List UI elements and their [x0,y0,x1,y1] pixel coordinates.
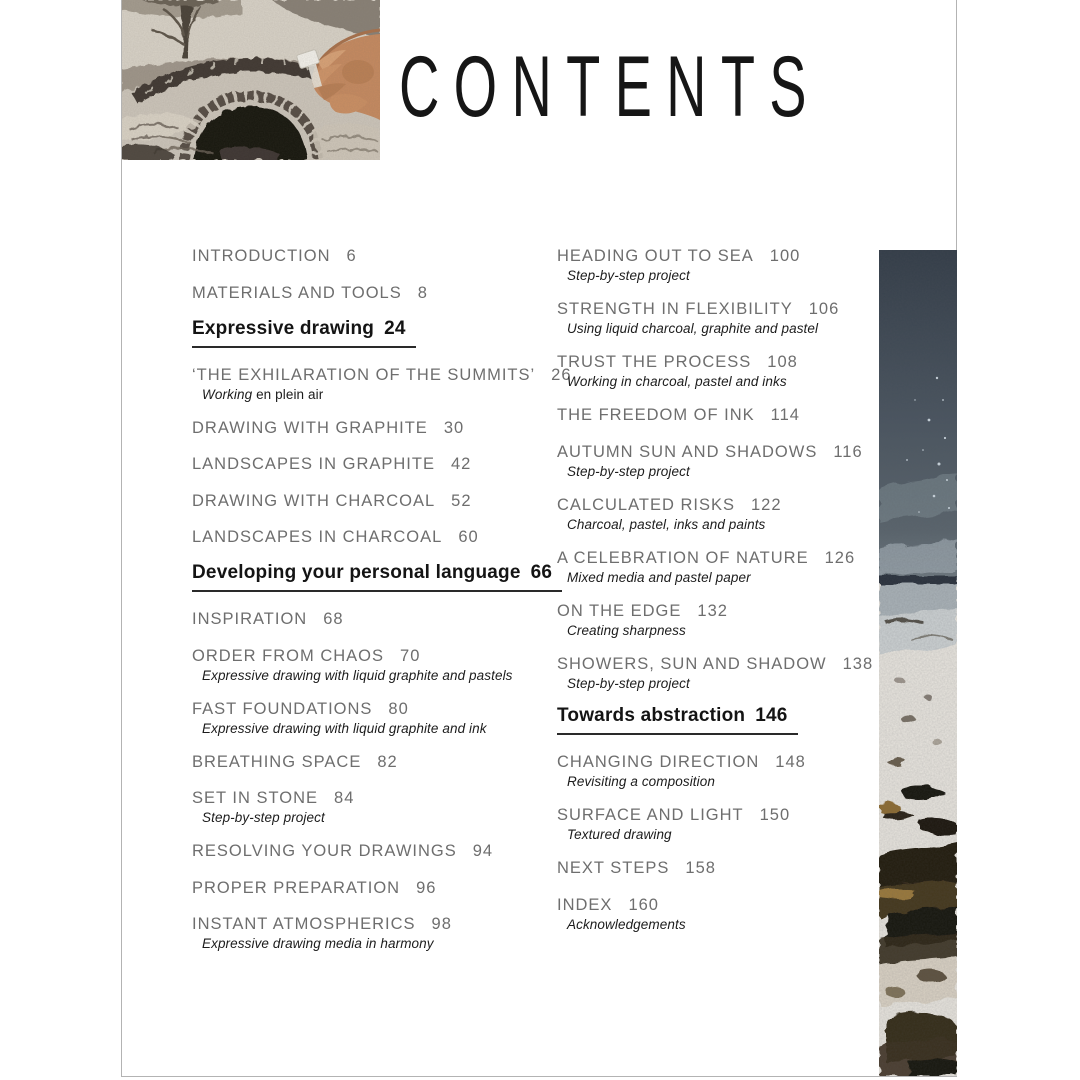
toc-page-number: 94 [472,842,494,860]
toc-entry-title: Expressive drawing [192,317,375,339]
toc-entry-title: CALCULATED RISKS [557,495,735,514]
toc-entry-subtitle: Step-by-step project [567,268,690,283]
toc-entry-subtitle: Mixed media and pastel paper [567,569,751,585]
toc-entry [557,752,887,790]
toc-entry [192,527,557,547]
toc-entry-title: RESOLVING YOUR DRAWINGS [192,842,457,860]
toc-entry-line [192,246,557,266]
toc-entry-line [557,246,887,266]
toc-entry-line [192,561,562,592]
toc-entry [557,442,887,480]
toc-page-number: 108 [767,353,798,371]
toc-page-number: 114 [770,406,800,424]
toc-entry [192,788,557,826]
toc-entry-title: INSTANT ATMOSPHERICS [192,915,416,933]
toc-entry-line [557,405,887,425]
toc-entry-title: BREATHING SPACE [192,752,362,771]
toc-entry-line [192,646,557,666]
toc-entry-subtitle: Expressive drawing with liquid graphite and pastels [202,667,513,683]
toc-entry-subtitle: Step-by-step project [202,810,325,825]
toc-page-number: 160 [628,895,659,914]
toc-entry-line [557,442,887,462]
toc-entry-line [557,858,887,878]
toc-entry-line [557,895,887,915]
toc-entry-title: FAST FOUNDATIONS [192,699,373,718]
toc-entry-subtitle: Working in charcoal, pastel and inks [567,374,787,389]
toc-page-number: 148 [775,753,806,771]
toc-entry-line [557,752,887,772]
toc-entry-title: INTRODUCTION [192,247,331,265]
toc-entry-title: AUTUMN SUN AND SHADOWS [557,442,818,461]
toc-page-number: 8 [417,283,428,302]
toc-page-number: 116 [833,442,863,461]
toc-page-number: 122 [751,495,782,514]
toc-entry [192,878,557,898]
toc-entry-title: SURFACE AND LIGHT [557,806,744,824]
toc-column-right [557,246,887,967]
toc-page-number: 82 [377,752,398,771]
toc-page-number: 68 [323,610,344,628]
toc-entry-line [557,654,887,674]
toc-page-number: 6 [346,247,357,265]
toc-entry-subtitle: Using liquid charcoal, graphite and pastel [567,321,819,336]
toc-entry-title: ON THE EDGE [557,601,682,620]
toc-entry [192,646,557,684]
toc-page-number: 66 [530,562,553,583]
toc-page-number: 158 [685,859,716,877]
toc-entry-line [557,299,887,319]
toc-page-number: 96 [416,878,437,897]
seascape-strip-image [879,250,957,1076]
toc-entry-title: DRAWING WITH CHARCOAL [192,491,436,510]
toc-page-number: 132 [697,601,728,620]
toc-entry [557,548,887,586]
toc-entry-title: DRAWING WITH GRAPHITE [192,418,428,437]
toc-entry-title: ORDER FROM CHAOS [192,646,385,665]
toc-page-number: 98 [431,915,452,933]
toc-page-number: 70 [400,646,421,665]
toc-entry-title: A CELEBRATION OF NATURE [557,548,809,567]
toc-entry-title: TRUST THE PROCESS [557,353,752,371]
page-edge-bottom [121,1076,957,1077]
toc-entry-line [192,609,557,629]
toc-page-number: 84 [334,789,355,807]
toc-entry-title: CHANGING DIRECTION [557,753,760,771]
toc-section-heading [192,317,557,348]
toc-entry-line [192,527,557,547]
toc-entry-title: Developing your personal language [192,562,521,583]
toc-entry [192,454,557,474]
toc-entry [192,841,557,861]
toc-entry-line [192,491,557,511]
toc-entry-subtitle: Revisiting a composition [567,774,715,789]
toc-entry-title: LANDSCAPES IN GRAPHITE [192,455,435,473]
toc-entry [557,805,887,843]
toc-page-number: 126 [824,548,856,567]
toc-entry [557,858,887,878]
toc-entry-line [192,418,557,438]
toc-page-number: 42 [450,455,472,473]
toc-entry-subtitle: Step-by-step project [567,675,690,691]
toc-entry-line [192,283,557,303]
toc-entry [192,418,557,438]
toc-entry-title: INSPIRATION [192,610,308,628]
toc-entry [557,895,887,933]
toc-entry-title: Towards abstraction [557,705,746,726]
toc-entry-line [557,704,798,735]
toc-entry [557,299,887,337]
toc-entry [192,609,557,629]
toc-page-number: 100 [769,247,801,265]
toc-column-left [192,246,572,967]
toc-entry [192,283,557,303]
toc-page-number: 150 [759,806,791,824]
toc-entry-line [192,878,557,898]
toc-entry [192,699,557,737]
toc-entry-title: SHOWERS, SUN AND SHADOW [557,654,827,673]
toc-entry-subtitle: Charcoal, pastel, inks and paints [567,516,766,532]
toc-entry-line [192,788,557,808]
toc-entry-title: INDEX [557,895,613,914]
toc-entry-title: STRENGTH IN FLEXIBILITY [557,300,793,318]
toc-entry-line [557,548,887,568]
toc-entry-title: SET IN STONE [192,789,319,807]
toc-entry-subtitle: Expressive drawing media in harmony [202,936,434,951]
toc-page-number: 24 [384,317,406,339]
toc-page-number: 138 [842,654,874,673]
toc-entry-title: LANDSCAPES IN CHARCOAL [192,528,443,546]
toc-entry-line [557,601,887,621]
page-edge-left [121,0,122,1077]
page-title: CONTENTS [399,39,821,135]
toc-entry-line [557,805,887,825]
toc-entry-subtitle: Textured drawing [567,827,672,842]
toc-entry-title: HEADING OUT TO SEA [557,247,754,265]
toc-entry-line [192,699,557,719]
toc-entry-title: PROPER PREPARATION [192,878,401,897]
toc-entry-title: ‘THE EXHILARATION OF THE SUMMITS’ [192,365,536,384]
toc-entry [557,246,887,284]
toc-entry [192,752,557,772]
toc-entry [192,365,572,403]
toc-entry-subtitle: Expressive drawing with liquid graphite and ink [202,720,487,736]
toc-page-number: 30 [443,418,465,437]
toc-entry [557,495,887,533]
toc-entry [192,914,557,952]
toc-entry-line [192,454,557,474]
toc-page-number: 26 [551,365,572,384]
toc-page-number: 146 [755,705,788,726]
toc-entry [192,491,557,511]
toc-section-heading [192,561,557,592]
toc-entry-line [557,495,887,515]
toc-entry-line [557,352,887,372]
toc-entry [557,405,887,425]
toc-entry-line [192,841,557,861]
toc-entry [557,352,887,390]
toc-entry-subtitle: Acknowledgements [567,916,686,932]
toc-entry-line [192,752,557,772]
toc-page-number: 52 [451,491,472,510]
toc-page-number: 60 [458,528,479,546]
toc-entry-line [192,914,557,934]
toc-entry [557,654,887,692]
toc-entry-line [192,317,416,348]
toc-page-number: 80 [388,699,409,718]
toc-entry-title: MATERIALS AND TOOLS [192,283,402,302]
toc-entry-line [192,365,572,385]
toc-columns [192,246,887,967]
toc-page-number: 106 [808,300,840,318]
toc-entry-title: NEXT STEPS [557,859,670,877]
toc-section-heading [557,704,887,735]
toc-entry [192,246,557,266]
toc-entry-title: THE FREEDOM OF INK [557,406,755,424]
toc-entry [557,601,887,639]
toc-entry-subtitle: Step-by-step project [567,463,690,479]
bridge-sketch-image [122,0,380,160]
toc-entry-subtitle: Creating sharpness [567,622,686,638]
toc-entry-subtitle: Working en plein air [202,386,324,402]
